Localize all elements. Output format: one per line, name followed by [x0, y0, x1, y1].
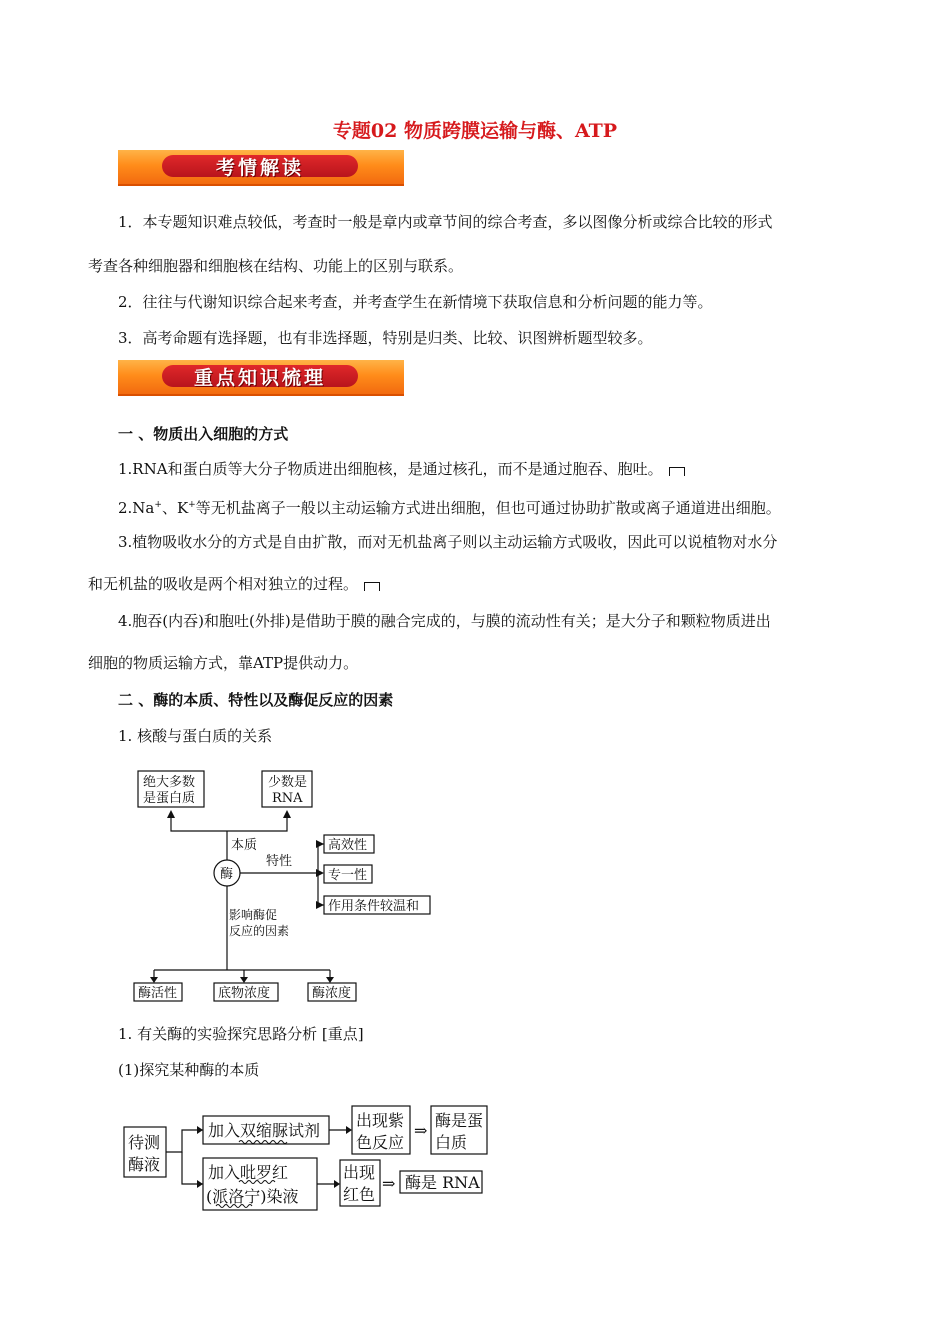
label-biuret: 加入双缩脲试剂 — [208, 1121, 321, 1140]
label-specificity: 专一性 — [328, 868, 368, 883]
label-enzyme-concentration: 酶浓度 — [312, 986, 352, 1001]
label-pyronin-2: (派洛宁)染液 — [206, 1187, 299, 1206]
label-purple-1: 出现紫 — [356, 1111, 405, 1130]
knowledge-point-1-text: 1.RNA和蛋白质等大分子物质进出细胞核，是通过核孔，而不是通过胞吞、胞吐。 — [118, 460, 663, 478]
edit-mark-icon — [364, 582, 380, 591]
label-protein-1: 酶是蛋 — [435, 1111, 484, 1130]
label-enzyme-center: 酶 — [220, 867, 234, 882]
exam-point-2: 2．往往与代谢知识综合起来考查，并考查学生在新情境下获取信息和分析问题的能力等。 — [118, 293, 713, 311]
label-essence: 本质 — [231, 838, 258, 853]
banner-label: 重点知识梳理 — [193, 367, 326, 389]
banner-exam-analysis — [118, 150, 404, 186]
knowledge-point-4-cont: 细胞的物质运输方式，靠ATP提供动力。 — [88, 654, 359, 672]
label-mild-conditions: 作用条件较温和 — [328, 899, 420, 914]
label-mostly-protein-2: 是蛋白质 — [143, 791, 196, 806]
wavy-underline — [239, 1141, 287, 1144]
arrow-implies-icon: ⇒ — [414, 1121, 428, 1140]
label-factor-2: 反应的因素 — [229, 924, 290, 938]
label-pyronin-1: 加入吡罗红 — [208, 1163, 289, 1182]
enzyme-concept-diagram — [130, 765, 440, 1005]
label-mostly-protein-1: 绝大多数 — [143, 775, 196, 790]
label-enzyme-rna: 酶是 RNA — [405, 1173, 480, 1192]
label-property: 特性 — [266, 854, 293, 869]
exam-point-1: 1．本专题知识难点较低，考查时一般是章内或章节间的综合考查，多以图像分析或综合比较的形式 — [118, 213, 773, 231]
arrow-implies-icon: ⇒ — [382, 1174, 396, 1193]
text-k: 、K — [161, 499, 189, 517]
superscript-plus: + — [188, 500, 196, 510]
label-red-2: 红色 — [343, 1185, 376, 1204]
knowledge-point-3-cont-text: 和无机盐的吸收是两个相对独立的过程。 — [88, 575, 359, 593]
knowledge-point-2-text: 等无机盐离子一般以主动运输方式进出细胞，但也可通过协助扩散或离子通道进出细胞。 — [195, 499, 781, 517]
exam-point-3: 3．高考命题有选择题，也有非选择题，特别是归类、比较、识图辨析题型较多。 — [118, 329, 653, 347]
exam-point-1-cont: 考查各种细胞器和细胞核在结构、功能上的区别与联系。 — [88, 257, 464, 275]
section-heading-2: 二 、酶的本质、特性以及酶促反应的因素 — [118, 691, 394, 709]
superscript-plus: + — [154, 500, 162, 510]
banner-key-knowledge — [118, 360, 404, 396]
label-purple-2: 色反应 — [356, 1133, 405, 1152]
banner-label: 考情解读 — [215, 157, 304, 179]
knowledge-point-1 — [88, 458, 894, 480]
subheading-nucleic-protein: 1. 核酸与蛋白质的关系 — [118, 727, 273, 745]
subheading-experiment-analysis: 1. 有关酶的实验探究思路分析 [重点] — [118, 1025, 364, 1043]
label-test-2: 酶液 — [128, 1155, 161, 1174]
label-efficiency: 高效性 — [328, 838, 368, 853]
label-few-rna-2: RNA — [272, 791, 303, 806]
page-title: 专题02 物质跨膜运输与酶、ATP — [332, 120, 618, 142]
text-na: 2.Na — [118, 499, 155, 517]
knowledge-point-3-cont — [88, 573, 864, 595]
subheading-enzyme-nature: (1)探究某种酶的本质 — [118, 1061, 260, 1079]
section-heading-1: 一 、物质出入细胞的方式 — [118, 425, 289, 443]
knowledge-point-2 — [88, 494, 894, 519]
label-red-1: 出现 — [343, 1163, 376, 1182]
knowledge-point-4: 4.胞吞(内吞)和胞吐(外排)是借助于膜的融合完成的，与膜的流动性有关；是大分子和颗粒物质进出 — [118, 612, 771, 630]
label-few-rna-1: 少数是 — [268, 775, 308, 790]
label-test-1: 待测 — [128, 1133, 161, 1152]
edit-mark-icon — [669, 467, 685, 476]
label-enzyme-activity: 酶活性 — [138, 986, 178, 1001]
label-factor-1: 影响酶促 — [229, 908, 278, 922]
knowledge-point-3: 3.植物吸收水分的方式是自由扩散，而对无机盐离子则以主动运输方式吸收，因此可以说植物对水分 — [118, 533, 778, 551]
label-substrate-concentration: 底物浓度 — [218, 986, 271, 1001]
label-protein-2: 白质 — [435, 1133, 468, 1152]
enzyme-nature-diagram — [120, 1100, 495, 1215]
